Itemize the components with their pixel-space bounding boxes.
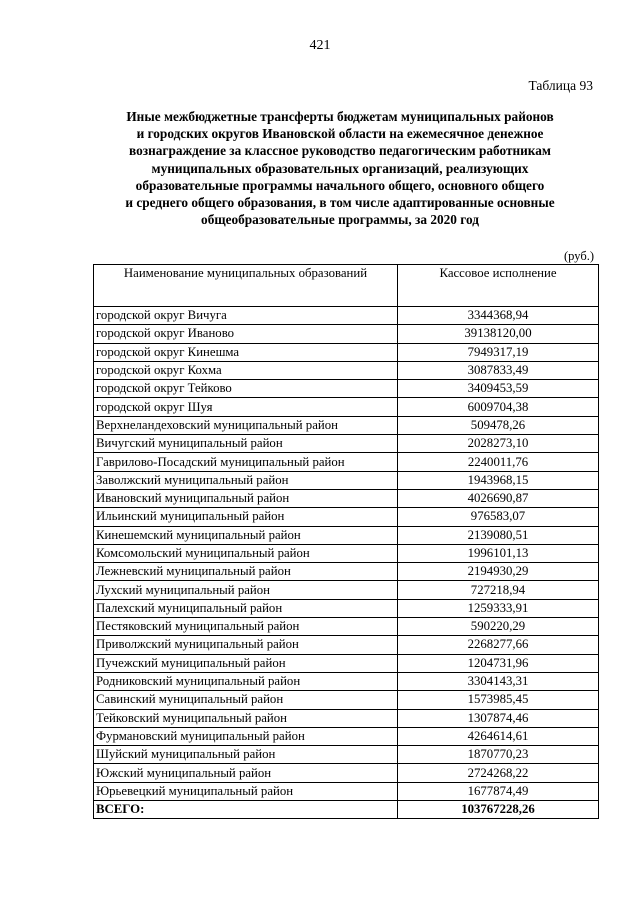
amount-cell: 39138120,00	[398, 325, 599, 343]
amount-cell: 7949317,19	[398, 343, 599, 361]
title-line: и среднего общего образования, в том числе адаптированные основные	[125, 195, 555, 211]
title-line: вознаграждение за классное руководство педагогическим работникам	[129, 143, 551, 159]
municipality-name-cell: Пучежский муниципальный район	[94, 654, 398, 672]
municipality-name-cell: Лежневский муниципальный район	[94, 563, 398, 581]
municipality-name-cell: Тейковский муниципальный район	[94, 709, 398, 727]
title-line: общеобразовательные программы, за 2020 год	[201, 212, 479, 228]
municipality-name-cell: Шуйский муниципальный район	[94, 746, 398, 764]
municipality-name-cell: Родниковский муниципальный район	[94, 672, 398, 690]
total-row	[94, 801, 599, 819]
column-header-name: Наименование муниципальных образований	[94, 265, 398, 307]
table-label: Таблица 93	[528, 78, 593, 93]
municipality-name-cell: Савинский муниципальный район	[94, 691, 398, 709]
municipality-name-cell: городской округ Тейково	[94, 380, 398, 398]
municipality-name-cell: городской округ Шуя	[94, 398, 398, 416]
table-row	[94, 435, 599, 453]
table-row	[94, 636, 599, 654]
table-row	[94, 782, 599, 800]
column-header-value: Кассовое исполнение	[398, 265, 599, 307]
table-row	[94, 618, 599, 636]
total-amount: 103767228,26	[398, 801, 599, 819]
municipality-name-cell: городской округ Иваново	[94, 325, 398, 343]
amount-cell: 2139080,51	[398, 526, 599, 544]
title-line: Иные межбюджетные трансферты бюджетам муниципальных районов	[126, 109, 554, 124]
budget-table	[93, 264, 599, 819]
municipality-name-cell: Гаврилово-Посадский муниципальный район	[94, 453, 398, 471]
municipality-name-cell: Лухский муниципальный район	[94, 581, 398, 599]
table-row	[94, 508, 599, 526]
amount-cell: 2194930,29	[398, 563, 599, 581]
amount-cell: 590220,29	[398, 618, 599, 636]
amount-cell: 1259333,91	[398, 599, 599, 617]
municipality-name-cell: Ивановский муниципальный район	[94, 489, 398, 507]
municipality-name-cell: Ильинский муниципальный район	[94, 508, 398, 526]
municipality-name-cell: Кинешемский муниципальный район	[94, 526, 398, 544]
table-row	[94, 746, 599, 764]
municipality-name-cell: Южский муниципальный район	[94, 764, 398, 782]
table-row	[94, 453, 599, 471]
amount-cell: 3087833,49	[398, 361, 599, 379]
table-row	[94, 416, 599, 434]
table-row	[94, 489, 599, 507]
amount-cell: 1573985,45	[398, 691, 599, 709]
table-row	[94, 526, 599, 544]
amount-cell: 2724268,22	[398, 764, 599, 782]
amount-cell: 1996101,13	[398, 544, 599, 562]
municipality-name-cell: Палехский муниципальный район	[94, 599, 398, 617]
amount-cell: 2240011,76	[398, 453, 599, 471]
municipality-name-cell: городской округ Кинешма	[94, 343, 398, 361]
amount-cell: 1677874,49	[398, 782, 599, 800]
table-row	[94, 361, 599, 379]
amount-cell: 4026690,87	[398, 489, 599, 507]
table-row	[94, 709, 599, 727]
amount-cell: 1870770,23	[398, 746, 599, 764]
municipality-name-cell: Пестяковский муниципальный район	[94, 618, 398, 636]
table-row	[94, 581, 599, 599]
amount-cell: 3409453,59	[398, 380, 599, 398]
amount-cell: 6009704,38	[398, 398, 599, 416]
amount-cell: 1307874,46	[398, 709, 599, 727]
table-row	[94, 654, 599, 672]
amount-cell: 727218,94	[398, 581, 599, 599]
title-line: образовательные программы начального общего, основного общего	[135, 177, 545, 193]
municipality-name-cell: Вичугский муниципальный район	[94, 435, 398, 453]
table-row	[94, 398, 599, 416]
table-row	[94, 599, 599, 617]
amount-cell: 2028273,10	[398, 435, 599, 453]
amount-cell: 2268277,66	[398, 636, 599, 654]
amount-cell: 1943968,15	[398, 471, 599, 489]
table-row	[94, 764, 599, 782]
unit-label: (руб.)	[564, 249, 594, 263]
table-header-row	[94, 265, 599, 307]
amount-cell: 3304143,31	[398, 672, 599, 690]
amount-cell: 4264614,61	[398, 727, 599, 745]
table-row	[94, 325, 599, 343]
table-row	[94, 563, 599, 581]
municipality-name-cell: Юрьевецкий муниципальный район	[94, 782, 398, 800]
table-row	[94, 544, 599, 562]
table-row	[94, 691, 599, 709]
table-row	[94, 471, 599, 489]
table-row	[94, 727, 599, 745]
municipality-name-cell: Верхнеландеховский муниципальный район	[94, 416, 398, 434]
table-row	[94, 343, 599, 361]
title-line: муниципальных образовательных организаций, реализующих	[151, 160, 529, 176]
total-label: ВСЕГО:	[94, 801, 398, 819]
municipality-name-cell: городской округ Вичуга	[94, 307, 398, 325]
municipality-name-cell: Фурмановский муниципальный район	[94, 727, 398, 745]
amount-cell: 3344368,94	[398, 307, 599, 325]
municipality-name-cell: Заволжский муниципальный район	[94, 471, 398, 489]
amount-cell: 1204731,96	[398, 654, 599, 672]
document-title	[80, 108, 600, 228]
table-row	[94, 672, 599, 690]
amount-cell: 976583,07	[398, 508, 599, 526]
title-line: и городских округов Ивановской области на ежемесячное денежное	[136, 126, 544, 142]
page-number: 421	[309, 38, 331, 53]
municipality-name-cell: Приволжский муниципальный район	[94, 636, 398, 654]
table-row	[94, 307, 599, 325]
municipality-name-cell: Комсомольский муниципальный район	[94, 544, 398, 562]
amount-cell: 509478,26	[398, 416, 599, 434]
municipality-name-cell: городской округ Кохма	[94, 361, 398, 379]
table-row	[94, 380, 599, 398]
